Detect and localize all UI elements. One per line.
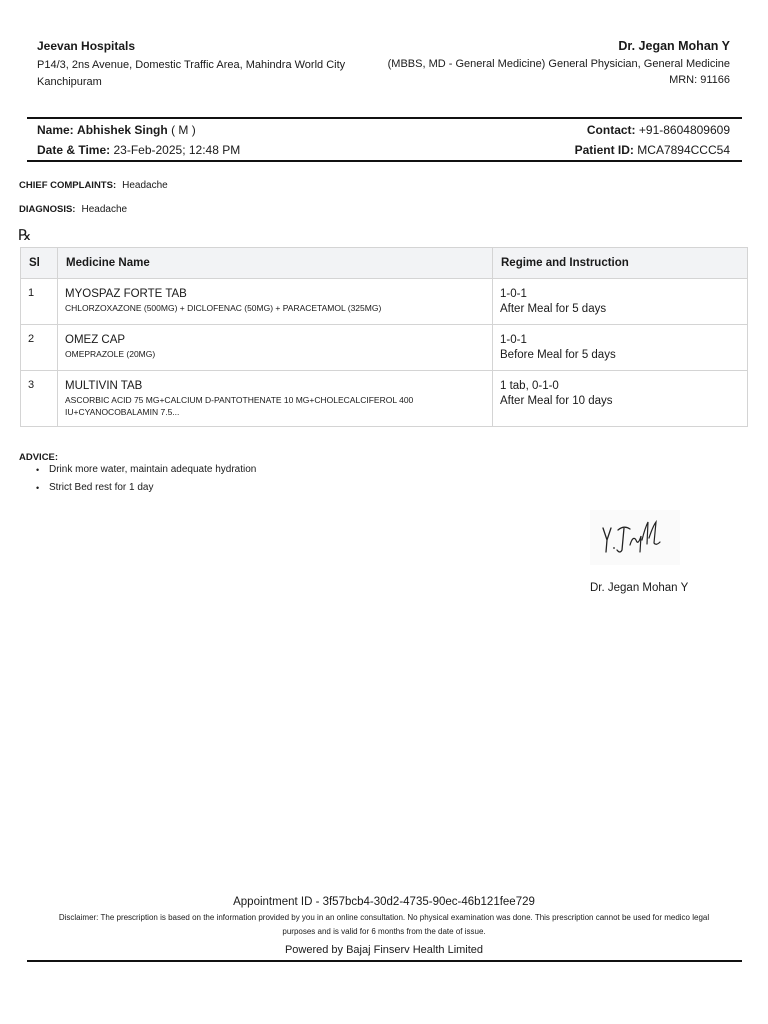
- chief-complaints: [19, 180, 168, 191]
- contact-label: Contact:: [586, 123, 636, 137]
- diagnosis: [19, 204, 127, 215]
- rx-icon: ℞: [18, 226, 32, 244]
- medicine-name: MULTIVIN TAB: [65, 380, 143, 392]
- medicine-cell: [58, 325, 493, 371]
- signer-name: Dr. Jegan Mohan Y: [590, 582, 689, 594]
- medicine-composition: CHLORZOXAZONE (500MG) + DICLOFENAC (50MG) + PARACETAMOL (325MG): [65, 303, 382, 313]
- patient-id-label: Patient ID:: [574, 143, 634, 157]
- consult-datetime: 23-Feb-2025; 12:48 PM: [113, 143, 241, 157]
- patient-contact-line: [587, 123, 730, 137]
- regime-dose: 1-0-1: [500, 334, 527, 346]
- chief-complaints-value: Headache: [122, 180, 168, 191]
- doctor-signature-image: [590, 510, 680, 565]
- regime-dose: 1 tab, 0-1-0: [500, 380, 559, 392]
- consult-datetime-line: [37, 143, 240, 157]
- hospital-name: Jeevan Hospitals: [37, 39, 136, 53]
- header-divider-bottom: [27, 160, 742, 162]
- table-row: [21, 371, 748, 427]
- advice-label: ADVICE:: [19, 452, 59, 463]
- medicine-composition: ASCORBIC ACID 75 MG+CALCIUM D-PANTOTHENATE 10 MG+CHOLECALCIFEROL 400 IU+CYANOCOBALAMIN 7.5...: [65, 395, 414, 417]
- row-sl: 3: [21, 371, 58, 427]
- patient-gender: ( M ): [171, 123, 196, 137]
- medicine-cell: [58, 279, 493, 325]
- regime-cell: [493, 325, 748, 371]
- row-sl: 2: [21, 325, 58, 371]
- appointment-id: Appointment ID - 3f57bcb4-30d2-4735-90ec-46b121fee729: [233, 896, 535, 908]
- advice-item: • Drink more water, maintain adequate hydration: [36, 463, 256, 481]
- regime-instruction: Before Meal for 5 days: [500, 349, 616, 361]
- patient-id-line: [575, 143, 730, 157]
- diagnosis-label: DIAGNOSIS:: [19, 204, 76, 215]
- patient-name-line: [37, 123, 196, 137]
- chief-complaints-label: CHIEF COMPLAINTS:: [19, 180, 117, 191]
- doctor-mrn: MRN: 91166: [669, 74, 730, 86]
- medicine-name: MYOSPAZ FORTE TAB: [65, 288, 187, 300]
- regime-instruction: After Meal for 10 days: [500, 395, 613, 407]
- doctor-name: Dr. Jegan Mohan Y: [618, 39, 730, 53]
- patient-name: Abhishek Singh: [77, 123, 168, 137]
- regime-instruction: After Meal for 5 days: [500, 303, 607, 315]
- powered-by: Powered by Bajaj Finserv Health Limited: [284, 944, 484, 956]
- patient-contact: +91-8604809609: [638, 123, 730, 137]
- patient-id: MCA7894CCC54: [637, 143, 730, 157]
- table-row: [21, 279, 748, 325]
- advice-list: [36, 463, 256, 499]
- row-sl: 1: [21, 279, 58, 325]
- header-medicine-name: Medicine Name: [58, 248, 493, 279]
- patient-name-label: Name:: [37, 123, 74, 137]
- hospital-address: P14/3, 2ns Avenue, Domestic Traffic Area, Mahindra World City Kanchipuram: [37, 59, 346, 88]
- medicine-name: OMEZ CAP: [65, 334, 126, 346]
- disclaimer: Disclaimer: The prescription is based on the information provided by you in an online consultation. No physical examination was done. This prescription cannot be used for medico legal purposes and is valid for 6 months from the date of issue.: [58, 913, 710, 936]
- diagnosis-value: Headache: [81, 204, 128, 215]
- regime-cell: [493, 279, 748, 325]
- doctor-qualification: (MBBS, MD - General Medicine) General Physician, General Medicine: [387, 58, 730, 70]
- medicine-composition: OMEPRAZOLE (20MG): [65, 349, 156, 359]
- footer-divider: [27, 960, 742, 962]
- table-header-row: [21, 248, 748, 279]
- medicine-cell: [58, 371, 493, 427]
- header-sl: Sl: [21, 248, 58, 279]
- regime-dose: 1-0-1: [500, 288, 527, 300]
- header-divider-top: [27, 117, 742, 119]
- table-row: [21, 325, 748, 371]
- header-regime: Regime and Instruction: [493, 248, 748, 279]
- datetime-label: Date & Time:: [37, 143, 111, 157]
- advice-item: • Strict Bed rest for 1 day: [36, 481, 256, 499]
- medicine-table: [20, 247, 748, 427]
- regime-cell: [493, 371, 748, 427]
